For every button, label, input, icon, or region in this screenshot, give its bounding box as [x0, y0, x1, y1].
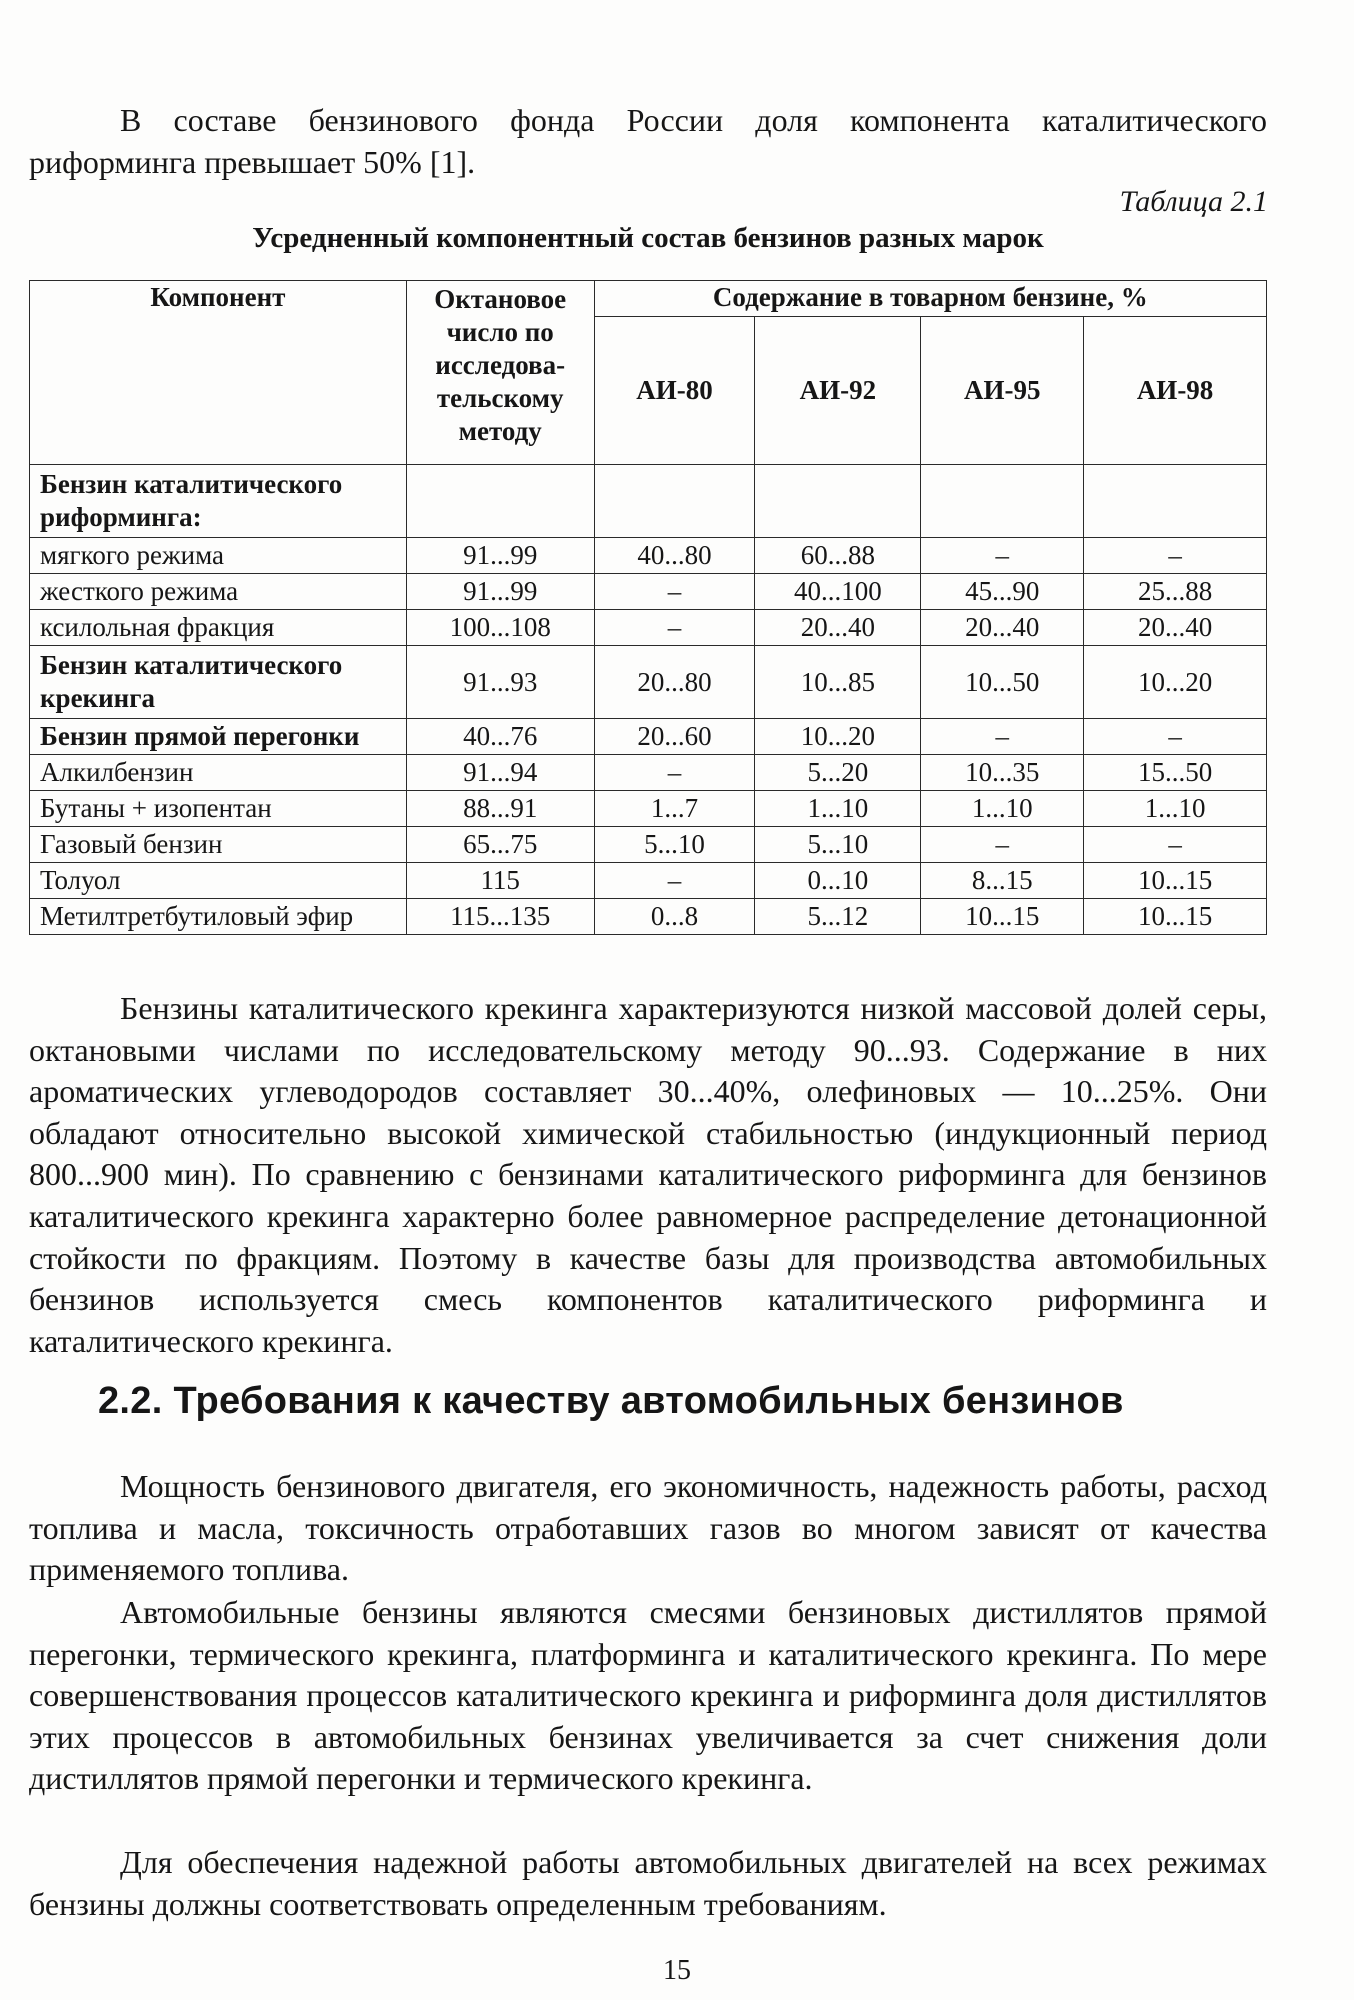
table-row	[30, 719, 1267, 755]
row-value-octane: 40...76	[406, 719, 594, 755]
row-value-ai95: –	[921, 719, 1084, 755]
row-component-name: Бензин прямой перегонки	[30, 719, 407, 755]
page-number: 15	[663, 1955, 691, 1986]
row-component-name: Бутаны + изопентан	[30, 791, 407, 827]
row-value-octane: 115	[406, 863, 594, 899]
row-component-name: Метилтретбутиловый эфир	[30, 899, 407, 935]
header-component: Компонент	[30, 281, 407, 465]
header-grade-ai80: АИ-80	[594, 317, 755, 465]
table-row	[30, 863, 1267, 899]
row-value-ai95: 1...10	[921, 791, 1084, 827]
row-component-name: Бензин каталитического крекинга	[30, 646, 407, 719]
row-value-ai92: 40...100	[755, 574, 921, 610]
row-value-ai95: –	[921, 827, 1084, 863]
row-value-ai80: 1...7	[594, 791, 755, 827]
row-value-ai92: 5...20	[755, 755, 921, 791]
row-value-ai98: –	[1084, 538, 1267, 574]
row-value-ai80: 0...8	[594, 899, 755, 935]
header-grade-ai98: АИ-98	[1084, 317, 1267, 465]
row-component-name: жесткого режима	[30, 574, 407, 610]
table-group-row	[30, 465, 1267, 538]
table-row	[30, 610, 1267, 646]
section-heading: 2.2. Требования к качеству автомобильных бензинов	[98, 1380, 1124, 1422]
table-row	[30, 899, 1267, 935]
row-value-ai98: 25...88	[1084, 574, 1267, 610]
row-value-ai92: 5...12	[755, 899, 921, 935]
table-title: Усредненный компонентный состав бензинов разных марок	[252, 222, 1044, 254]
row-value-ai80: 5...10	[594, 827, 755, 863]
row-component-name: мягкого режима	[30, 538, 407, 574]
row-value-ai95: 10...50	[921, 646, 1084, 719]
row-value-ai80: –	[594, 863, 755, 899]
row-value-ai80: –	[594, 755, 755, 791]
row-value-ai80: –	[594, 574, 755, 610]
row-value-ai92: 1...10	[755, 791, 921, 827]
row-value-octane: 91...99	[406, 574, 594, 610]
table-row	[30, 827, 1267, 863]
row-value-ai92: 20...40	[755, 610, 921, 646]
row-value-ai80: 20...80	[594, 646, 755, 719]
requirements-paragraph: Для обеспечения надежной работы автомобильных двигателей на всех режимах бензины должны соответствовать определенным требованиям.	[29, 1844, 1267, 1922]
row-value-octane: 115...135	[406, 899, 594, 935]
row-value-ai95: 10...35	[921, 755, 1084, 791]
blends-paragraph: Автомобильные бензины являются смесями бензиновых дистиллятов прямой перегонки, термического крекинга, платформинга и каталитического крекинга. По мере совершенствования процессов каталитического крекинга и риформинга доля дистиллятов этих процессов в автомобильных бензинах увеличивается за счет снижения доли дистиллятов прямой перегонки и термического крекинга.	[29, 1594, 1267, 1797]
row-value-ai80: 40...80	[594, 538, 755, 574]
row-value-ai98: 10...15	[1084, 863, 1267, 899]
row-value-octane: 91...99	[406, 538, 594, 574]
table-caption: Таблица 2.1	[1119, 185, 1268, 218]
row-component-name: Толуол	[30, 863, 407, 899]
table-body	[30, 465, 1267, 935]
table-row	[30, 574, 1267, 610]
table-row	[30, 646, 1267, 719]
header-grade-ai95: АИ-95	[921, 317, 1084, 465]
row-value-ai95: 45...90	[921, 574, 1084, 610]
row-value-ai80: 20...60	[594, 719, 755, 755]
row-value-ai92: 10...85	[755, 646, 921, 719]
row-value-ai80: –	[594, 610, 755, 646]
row-value-octane: 65...75	[406, 827, 594, 863]
intro-paragraph: В составе бензинового фонда России доля компонента каталитического риформинга превышает 50% [1].	[29, 102, 1267, 180]
table-row	[30, 791, 1267, 827]
row-value-ai95: –	[921, 538, 1084, 574]
power-paragraph: Мощность бензинового двигателя, его экономичность, надежность работы, расход топлива и масла, токсичность отработавших газов во многом зависят от качества применяемого топлива.	[29, 1468, 1267, 1588]
row-value-octane: 91...93	[406, 646, 594, 719]
row-value-ai98: –	[1084, 719, 1267, 755]
row-value-ai92: 60...88	[755, 538, 921, 574]
table-row	[30, 538, 1267, 574]
row-value-octane: 88...91	[406, 791, 594, 827]
row-value-ai98: –	[1084, 827, 1267, 863]
row-component-name: Газовый бензин	[30, 827, 407, 863]
row-value-ai92: 0...10	[755, 863, 921, 899]
row-value-ai95: 10...15	[921, 899, 1084, 935]
row-value-ai98: 15...50	[1084, 755, 1267, 791]
header-octane: Октановое число по исследова-тельскому методу	[406, 281, 594, 465]
row-value-ai98: 20...40	[1084, 610, 1267, 646]
component-table	[29, 280, 1267, 935]
row-value-ai92: 10...20	[755, 719, 921, 755]
row-component-name: Алкилбензин	[30, 755, 407, 791]
row-value-ai92: 5...10	[755, 827, 921, 863]
group-reforming-label: Бензин каталитического риформинга:	[30, 465, 407, 538]
row-value-ai95: 8...15	[921, 863, 1084, 899]
header-content-group: Содержание в товарном бензине, %	[594, 281, 1266, 317]
row-value-ai98: 10...20	[1084, 646, 1267, 719]
row-value-ai98: 1...10	[1084, 791, 1267, 827]
row-component-name: ксилольная фракция	[30, 610, 407, 646]
row-value-ai95: 20...40	[921, 610, 1084, 646]
cracking-paragraph: Бензины каталитического крекинга характеризуются низкой массовой долей серы, октановыми числами по исследовательскому методу 90...93. Содержание в них ароматических углеводородов составляет 30...40%, олефиновых — 10...25%. Они обладают относительно высокой химической стабильностью (индукционный период 800...900 мин). По сравнению с бензинами каталитического риформинга для бензинов каталитического крекинга характерно более равномерное распределение детонационной стойкости по фракциям. Поэтому в качестве базы для производства автомобильных бензинов используется смесь компонентов каталитического риформинга и каталитического крекинга.	[29, 990, 1267, 1359]
row-value-ai98: 10...15	[1084, 899, 1267, 935]
table-row	[30, 755, 1267, 791]
header-grade-ai92: АИ-92	[755, 317, 921, 465]
row-value-octane: 100...108	[406, 610, 594, 646]
row-value-octane: 91...94	[406, 755, 594, 791]
